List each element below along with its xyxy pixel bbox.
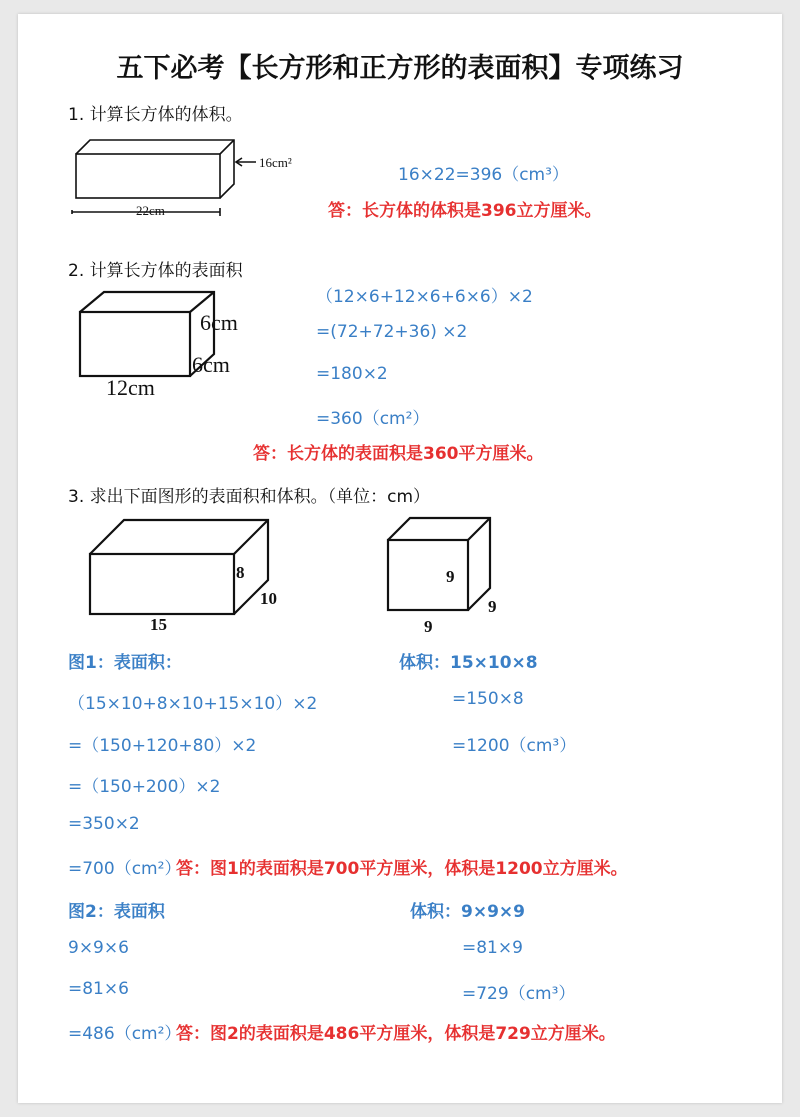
figure-q2-cuboid [70,288,280,403]
fig2-length-label: 9 [424,617,433,636]
fig1-answer: 答：图1的表面积是700平方厘米，体积是1200立方厘米。 [176,859,628,879]
q1-length-label: 22cm [136,203,165,218]
fig1-volume-step-3: =1200（cm³） [452,736,577,756]
figure-q1-cuboid [60,128,320,228]
fig1-area-step-5: =700（cm²） [68,859,182,879]
fig2-volume-step-3: =729（cm³） [462,984,576,1004]
fig1-area-step-4: =350×2 [68,814,140,834]
fig2-area-step-1: 9×9×6 [68,938,129,958]
fig1-area-label: 图1：表面积： [68,653,182,673]
q2-answer: 答：长方体的表面积是360平方厘米。 [253,444,544,464]
fig1-height-label: 8 [236,563,245,582]
fig1-area-step-1: （15×10+8×10+15×10）×2 [68,694,318,714]
fig1-area-step-2: =（150+120+80）×2 [68,736,257,756]
q1-height-label: 16cm² [259,155,292,170]
figure-3-1-cuboid [80,512,300,642]
figure-3-2-cube [380,512,520,637]
q1-calc: 16×22=396（cm³） [398,165,569,185]
question-2-prompt: 2. 计算长方体的表面积 [68,261,243,281]
q2-length-label: 12cm [106,375,155,400]
fig2-area-step-3: =486（cm²） [68,1024,182,1044]
q2-step-3: =180×2 [316,364,388,384]
fig2-area-label: 图2：表面积 [68,902,165,922]
fig1-area-step-3: =（150+200）×2 [68,777,221,797]
fig1-length-label: 15 [150,615,167,634]
q2-width-label: 6cm [192,352,230,377]
q2-step-2: =(72+72+36) ×2 [316,322,468,342]
question-3-prompt: 3. 求出下面图形的表面积和体积。（单位：cm） [68,487,431,507]
fig2-volume-step-1: 体积：9×9×9 [410,902,525,922]
fig2-width-label: 9 [488,597,497,616]
fig2-volume-step-2: =81×9 [462,938,523,958]
q2-step-1: （12×6+12×6+6×6）×2 [316,287,533,307]
fig2-height-label: 9 [446,567,455,586]
page-title: 五下必考【长方形和正方形的表面积】专项练习 [116,53,684,84]
fig1-volume-step-2: =150×8 [452,689,524,709]
fig1-width-label: 10 [260,589,277,608]
q2-height-label: 6cm [200,310,238,335]
question-1-prompt: 1. 计算长方体的体积。 [68,105,243,125]
q2-step-4: =360（cm²） [316,409,430,429]
fig2-answer: 答：图2的表面积是486平方厘米，体积是729立方厘米。 [176,1024,616,1044]
fig1-volume-step-1: 体积：15×10×8 [399,653,538,673]
fig2-area-step-2: =81×6 [68,979,129,999]
q1-answer: 答：长方体的体积是396立方厘米。 [328,201,602,221]
